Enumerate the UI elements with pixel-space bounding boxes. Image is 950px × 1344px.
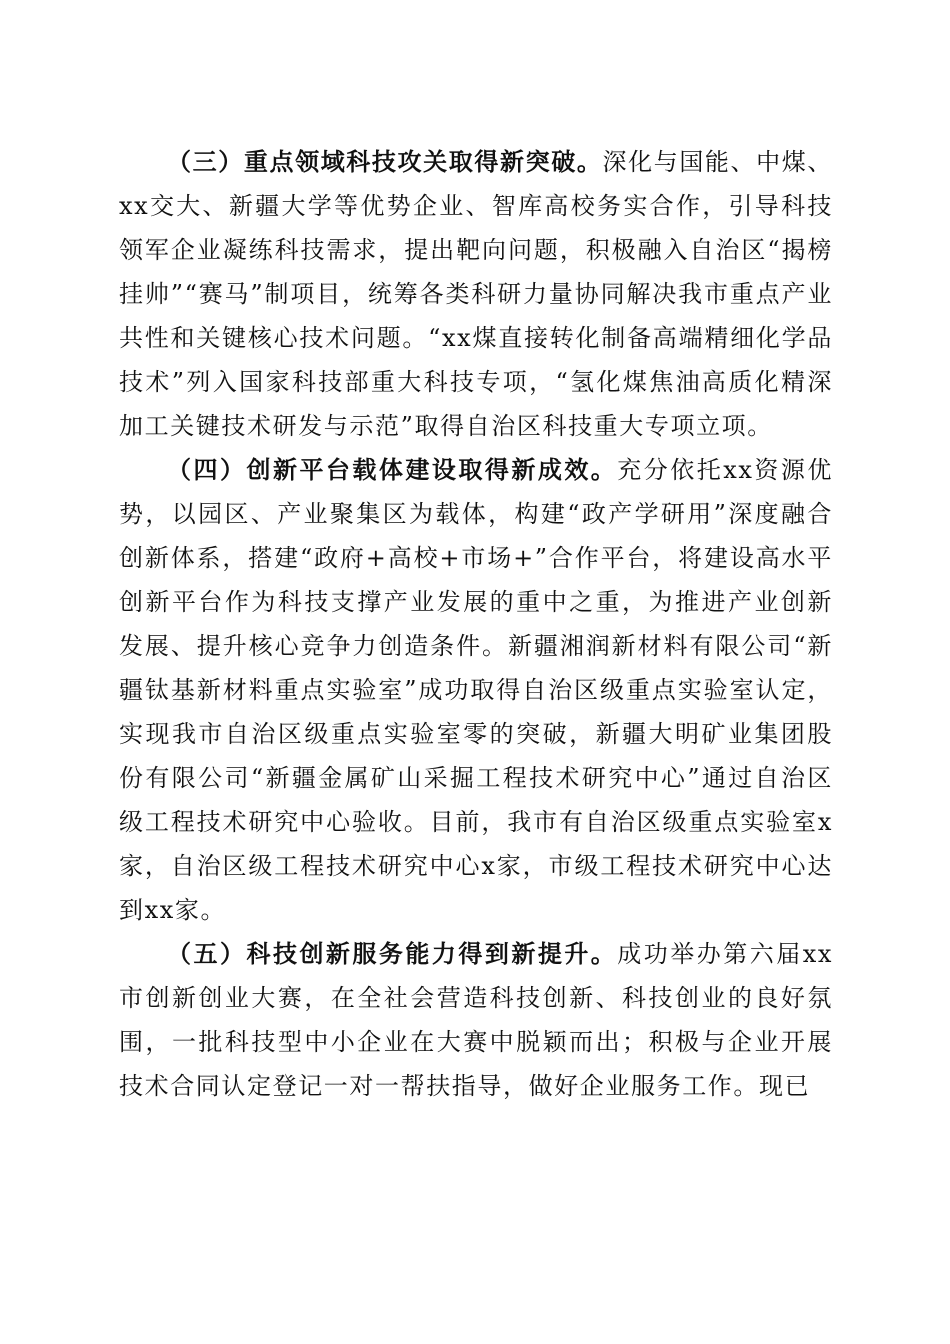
document-body bbox=[119, 140, 833, 1108]
paragraph-5-heading: （五）科技创新服务能力得到新提升。 bbox=[167, 939, 618, 968]
paragraph-3 bbox=[119, 140, 833, 448]
paragraph-4 bbox=[119, 448, 833, 932]
paragraph-4-heading: （四）创新平台载体建设取得新成效。 bbox=[167, 455, 618, 484]
paragraph-3-heading: （三）重点领域科技攻关取得新突破。 bbox=[167, 147, 603, 176]
paragraph-5-text: 成功举办第六届xx市创新创业大赛，在全社会营造科技创新、科技创业的良好氛围，一批科技型中小企业在大赛中脱颖而出；积极与企业开展技术合同认定登记一对一帮扶指导，做好企业服务工作。现已 bbox=[119, 940, 833, 1100]
paragraph-5 bbox=[119, 932, 833, 1108]
paragraph-3-text: 深化与国能、中煤、xx交大、新疆大学等优势企业、智库高校务实合作，引导科技领军企业凝练科技需求，提出靶向问题，积极融入自治区“揭榜挂帅”“赛马”制项目，统筹各类科研力量协同解决我市重点产业共性和关键核心技术问题。“xx煤直接转化制备高端精细化学品技术”列入国家科技部重大科技专项，“氢化煤焦油高质化精深加工关键技术研发与示范”取得自治区科技重大专项立项。 bbox=[119, 148, 833, 440]
paragraph-4-text: 充分依托xx资源优势，以园区、产业聚集区为载体，构建“政产学研用”深度融合创新体系，搭建“政府+高校+市场+”合作平台，将建设高水平创新平台作为科技支撑产业发展的重中之重，为推进产业创新发展、提升核心竞争力创造条件。新疆湘润新材料有限公司“新疆钛基新材料重点实验室”成功取得自治区级重点实验室认定，实现我市自治区级重点实验室零的突破，新疆大明矿业集团股份有限公司“新疆金属矿山采掘工程技术研究中心”通过自治区级工程技术研究中心验收。目前，我市有自治区级重点实验室x家，自治区级工程技术研究中心x家，市级工程技术研究中心达到xx家。 bbox=[119, 456, 833, 924]
